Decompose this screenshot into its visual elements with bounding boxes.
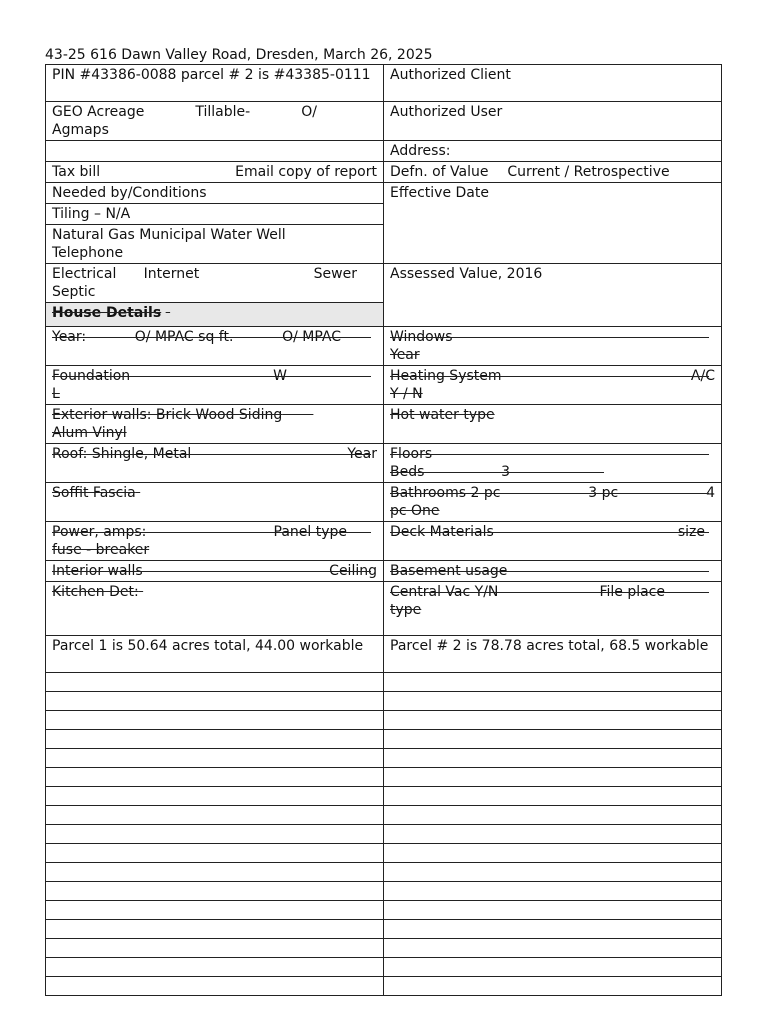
- mpac-label: O/ MPAC: [282, 329, 341, 345]
- foundation-label: Foundation: [52, 368, 131, 384]
- windows-year-label: Year: [390, 347, 420, 363]
- table-row: [46, 768, 722, 787]
- blank-cell: [46, 768, 384, 787]
- geo-acreage-cell: [46, 102, 384, 141]
- document-title: 43-25 616 Dawn Valley Road, Dresden, March 26, 2025: [45, 47, 433, 63]
- exterior-walls-label: [52, 406, 377, 424]
- table-row: [46, 183, 722, 204]
- blank-cell: [46, 901, 384, 920]
- tax-bill-label: Tax bill: [52, 164, 101, 180]
- blank-cell: [384, 958, 722, 977]
- table-row: [46, 939, 722, 958]
- pc-one-label: pc One: [390, 503, 440, 519]
- table-row: [46, 582, 722, 636]
- hot-water-label: Hot water type: [390, 407, 495, 423]
- blank-cell: [46, 787, 384, 806]
- roof-year-label: Year: [347, 446, 377, 462]
- ac-label: A/C: [690, 368, 715, 384]
- house-details-label: House Details: [52, 305, 162, 321]
- blank-cell: [384, 673, 722, 692]
- table-row: [46, 405, 722, 444]
- soffit-cell: [46, 483, 384, 522]
- blank-cell: [384, 844, 722, 863]
- blank-cell: [384, 749, 722, 768]
- ceiling-label: Ceiling: [329, 563, 377, 579]
- fuse-breaker-label: fuse - breaker: [52, 542, 150, 558]
- central-vac-label: Central Vac Y/N: [390, 584, 499, 600]
- utilities-cell: [46, 225, 384, 264]
- table-row: [46, 844, 722, 863]
- authorized-client-cell: Authorized Client: [384, 65, 722, 102]
- deck-cell: [384, 522, 722, 561]
- agmaps-label: Agmaps: [52, 122, 109, 138]
- blank-cell: [46, 958, 384, 977]
- blank-cell: [46, 673, 384, 692]
- foundation-cell: [46, 366, 384, 405]
- table-row: [46, 692, 722, 711]
- table-row: [46, 141, 722, 162]
- blank-cell: [384, 939, 722, 958]
- basement-cell: [384, 561, 722, 582]
- blank-cell: [384, 692, 722, 711]
- table-row: [46, 264, 722, 303]
- defn-value-label: Defn. of Value: [390, 164, 489, 180]
- blank-cell: [384, 787, 722, 806]
- table-row: [46, 901, 722, 920]
- blank-cell: [46, 920, 384, 939]
- alum-vinyl-label: Alum Vinyl: [52, 425, 127, 441]
- table-row: [46, 730, 722, 749]
- blank-cell: [46, 825, 384, 844]
- table-row: [46, 977, 722, 996]
- floors-cell: [384, 444, 722, 483]
- table-row: [46, 673, 722, 692]
- floors-label: Floors: [390, 445, 715, 463]
- blank-cell: [384, 920, 722, 939]
- interior-walls-cell: [46, 561, 384, 582]
- deck-label: Deck Materials: [390, 524, 494, 540]
- blank-cell: [384, 730, 722, 749]
- table-row: [46, 863, 722, 882]
- table-row: [46, 711, 722, 730]
- power-label: Power, amps:: [52, 524, 147, 540]
- blank-cell: [46, 749, 384, 768]
- bathrooms-label: Bathrooms 2 pc: [390, 485, 501, 501]
- appraisal-form-table: [45, 64, 722, 996]
- table-row: [46, 65, 722, 102]
- type-label: type: [390, 602, 422, 618]
- blank-cell: [46, 141, 384, 162]
- mpac-sqft-label: O/ MPAC sq ft.: [134, 329, 234, 345]
- septic-label: Septic: [52, 284, 96, 300]
- telephone-label: Telephone: [52, 245, 124, 261]
- soffit-label: Soffit Fascia: [52, 485, 136, 501]
- blank-cell: [384, 863, 722, 882]
- parcel1-cell: Parcel 1 is 50.64 acres total, 44.00 workable: [46, 636, 384, 673]
- panel-type-label: Panel type: [273, 524, 347, 540]
- table-row: [46, 636, 722, 673]
- blank-cell: [46, 711, 384, 730]
- windows-cell: [384, 327, 722, 366]
- foundation-l-label: L: [52, 386, 60, 402]
- needed-by-cell: Needed by/Conditions: [46, 183, 384, 204]
- tillable-label: Tillable-: [195, 104, 251, 120]
- electrical-cell: [46, 264, 384, 303]
- blank-cell: [46, 806, 384, 825]
- natural-gas-label: Natural Gas Municipal Water Well: [52, 227, 286, 243]
- roof-label: Roof: Shingle, Metal: [52, 446, 192, 462]
- fire-place-label: File place: [599, 584, 665, 600]
- power-cell: [46, 522, 384, 561]
- blank-cell: [46, 863, 384, 882]
- exterior-walls-cell: [46, 405, 384, 444]
- kitchen-cell: [46, 582, 384, 636]
- internet-label: Internet: [143, 266, 200, 282]
- foundation-w-label: W: [273, 368, 287, 384]
- heating-yn-label: Y / N: [390, 386, 423, 402]
- table-row: [46, 749, 722, 768]
- effective-date-cell: Effective Date: [384, 183, 722, 264]
- table-row: [46, 958, 722, 977]
- blank-cell: [46, 882, 384, 901]
- geo-acreage-label: GEO Acreage: [52, 104, 145, 120]
- tax-bill-cell: [46, 162, 384, 183]
- blank-cell: [384, 882, 722, 901]
- table-row: [46, 825, 722, 844]
- parcel2-cell: Parcel # 2 is 78.78 acres total, 68.5 workable: [384, 636, 722, 673]
- address-cell: Address:: [384, 141, 722, 162]
- beds-value: 3: [501, 464, 510, 480]
- table-row: [46, 561, 722, 582]
- o-slash-label: O/: [301, 104, 317, 120]
- blank-cell: [46, 844, 384, 863]
- year-mpac-cell: [46, 327, 384, 366]
- defn-value-cell: [384, 162, 722, 183]
- current-retro-label: Current / Retrospective: [507, 164, 670, 180]
- heating-cell: [384, 366, 722, 405]
- central-vac-cell: [384, 582, 722, 636]
- table-row: [46, 806, 722, 825]
- table-row: [46, 882, 722, 901]
- bathrooms-cell: [384, 483, 722, 522]
- hot-water-cell: [384, 405, 722, 444]
- tiling-cell: Tiling – N/A: [46, 204, 384, 225]
- table-row: [46, 920, 722, 939]
- house-details-cell: [46, 303, 384, 327]
- interior-walls-label: Interior walls: [52, 563, 143, 579]
- authorized-user-cell: Authorized User: [384, 102, 722, 141]
- basement-label: Basement usage: [390, 562, 715, 580]
- blank-cell: [46, 977, 384, 996]
- blank-cell: [384, 711, 722, 730]
- electrical-label: Electrical: [52, 266, 117, 282]
- assessed-value-cell: Assessed Value, 2016: [384, 264, 722, 327]
- table-row: [46, 102, 722, 141]
- heating-label: Heating System: [390, 368, 502, 384]
- blank-cell: [384, 825, 722, 844]
- table-row: [46, 787, 722, 806]
- blank-cell: [46, 692, 384, 711]
- exterior-walls-text: Exterior walls: Brick Wood Siding: [52, 407, 283, 423]
- blank-cell: [46, 939, 384, 958]
- table-row: [46, 483, 722, 522]
- year-label: Year:: [52, 329, 87, 345]
- blank-cell: [384, 806, 722, 825]
- table-row: [46, 162, 722, 183]
- kitchen-label: Kitchen Det:: [52, 584, 139, 600]
- blank-cell: [384, 901, 722, 920]
- windows-label: Windows: [390, 328, 715, 346]
- three-pc-label: 3 pc: [588, 485, 619, 501]
- blank-cell: [384, 768, 722, 787]
- table-row: [46, 444, 722, 483]
- pin-cell: PIN #43386-0088 parcel # 2 is #43385-0111: [46, 65, 384, 102]
- sewer-label: Sewer: [313, 266, 357, 282]
- size-label: size: [677, 524, 705, 540]
- roof-cell: [46, 444, 384, 483]
- beds-label: Beds: [390, 464, 425, 480]
- table-row: [46, 522, 722, 561]
- email-copy-label: Email copy of report: [235, 164, 377, 180]
- table-row: [46, 327, 722, 366]
- table-row: [46, 366, 722, 405]
- blank-cell: [46, 730, 384, 749]
- four-label: 4: [706, 485, 715, 501]
- blank-cell: [384, 977, 722, 996]
